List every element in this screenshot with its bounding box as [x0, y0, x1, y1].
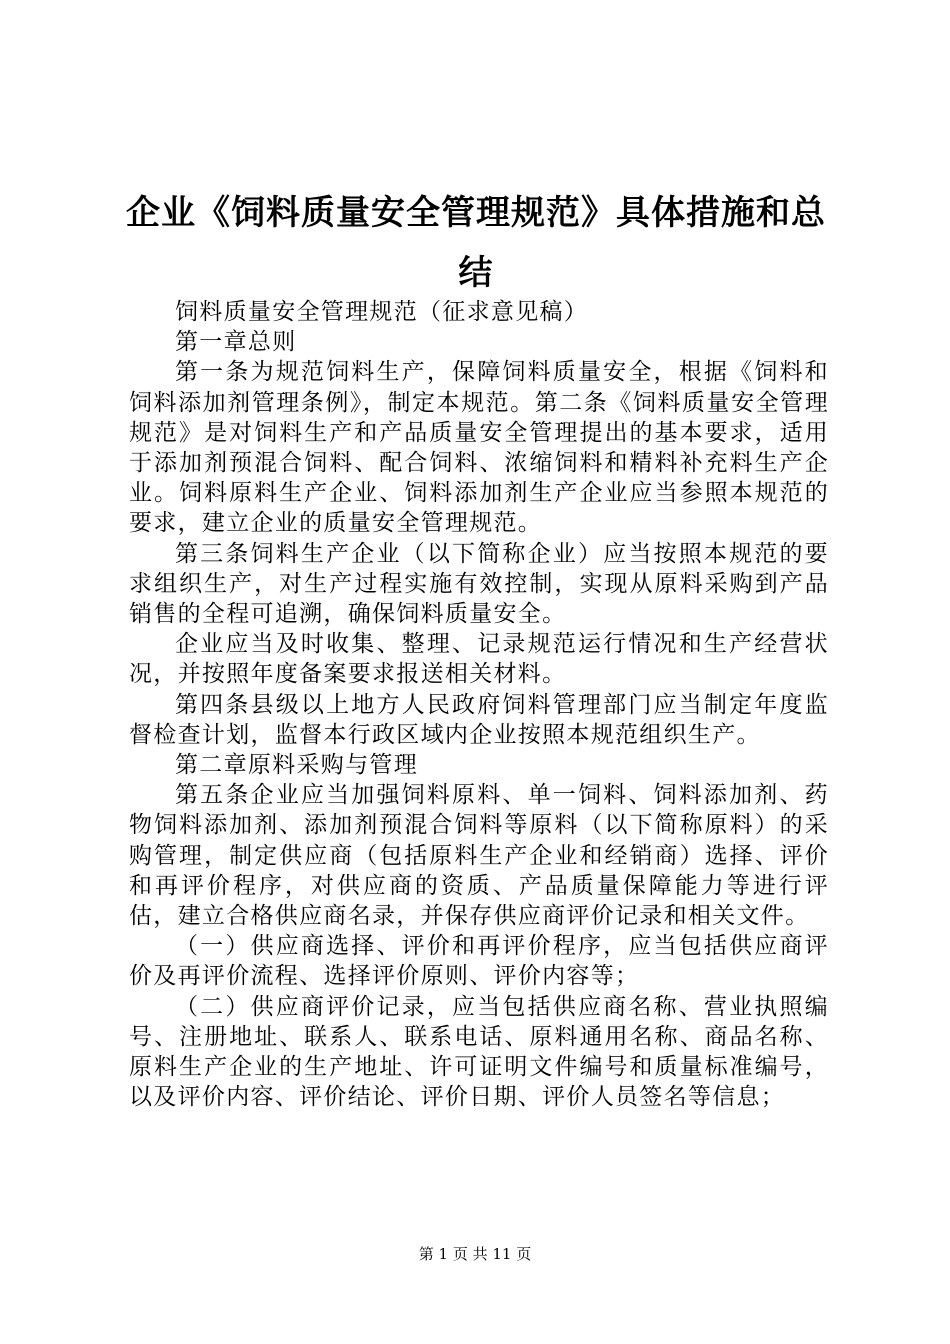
paragraph-article-5: 第五条企业应当加强饲料原料、单一饲料、饲料添加剂、药物饲料添加剂、添加剂预混合饲料等原料（以下简称原料）的采购管理，制定供应商（包括原料生产企业和经销商）选择、评价和再评价程序，对供应商的资质、产品质量保障能力等进行评估，建立合格供应商名录，并保存供应商评价记录和相关文件。: [129, 782, 829, 930]
paragraph-article-3: 第三条饲料生产企业（以下简称企业）应当按照本规范的要求组织生产，对生产过程实施有效控制，实现从原料采购到产品销售的全程可追溯，确保饲料质量安全。: [129, 540, 829, 628]
document-body: [129, 297, 829, 1112]
paragraph-item-1: （一）供应商选择、评价和再评价程序，应当包括供应商评价及再评价流程、选择评价原则、评价内容等；: [129, 933, 829, 990]
document-title: 企业《饲料质量安全管理规范》具体措施和总结: [126, 193, 826, 293]
paragraph-article-1-2: 第一条为规范饲料生产，保障饲料质量安全，根据《饲料和饲料添加剂管理条例》，制定本规范。第二条《饲料质量安全管理规范》是对饲料生产和产品质量安全管理提出的基本要求，适用于添加剂预混合饲料、配合饲料、浓缩饲料和精料补充料生产企业。饲料原料生产企业、饲料添加剂生产企业应当参照本规范的要求，建立企业的质量安全管理规范。: [129, 359, 829, 537]
paragraph-chapter-2: 第二章原料采购与管理: [175, 752, 418, 779]
page-number-footer: 第 1 页 共 11 页: [418, 1245, 532, 1263]
paragraph-chapter-1: 第一章总则: [175, 329, 297, 356]
paragraph-reporting: 企业应当及时收集、整理、记录规范运行情况和生产经营状况，并按照年度备案要求报送相关材料。: [129, 631, 829, 688]
paragraph-item-2: （二）供应商评价记录，应当包括供应商名称、营业执照编号、注册地址、联系人、联系电话、原料通用名称、商品名称、原料生产企业的生产地址、许可证明文件编号和质量标准编号，以及评价内容、评价结论、评价日期、评价人员签名等信息；: [129, 993, 829, 1111]
paragraph-article-4: 第四条县级以上地方人民政府饲料管理部门应当制定年度监督检查计划，监督本行政区域内企业按照本规范组织生产。: [129, 691, 829, 748]
paragraph-subtitle: 饲料质量安全管理规范（征求意见稿）: [175, 299, 589, 325]
